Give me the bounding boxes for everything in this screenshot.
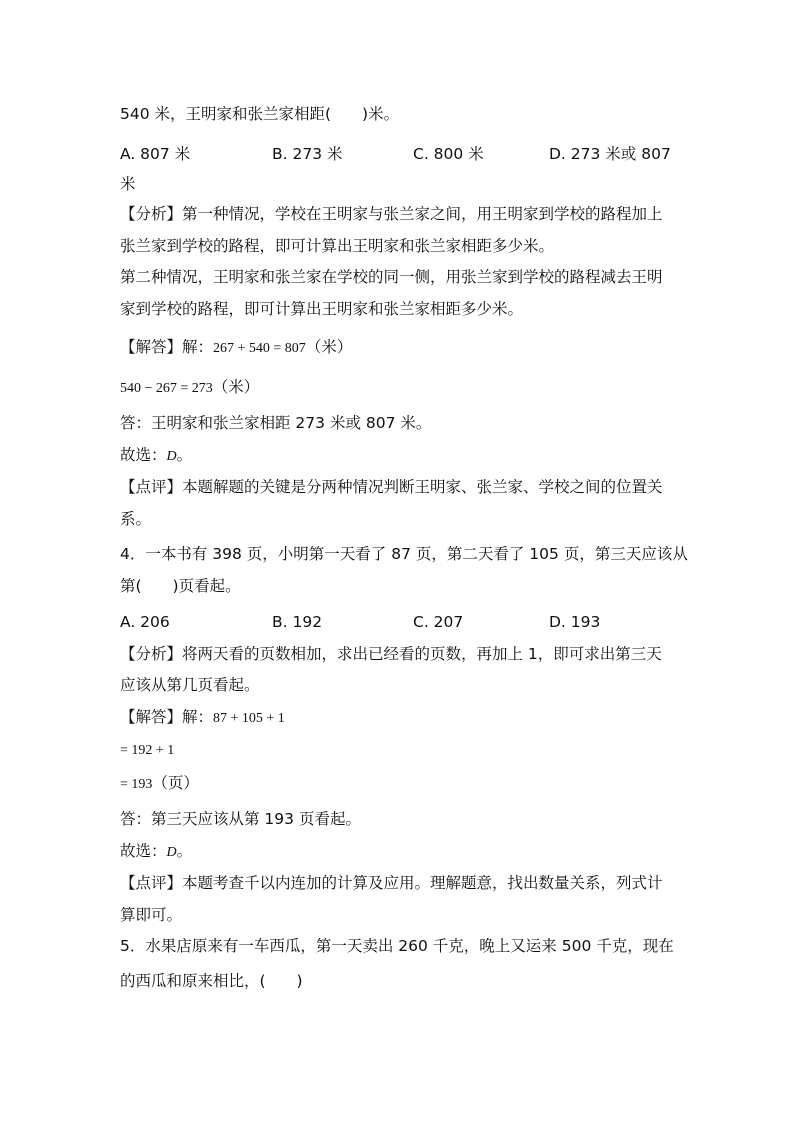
equation: = 193 bbox=[120, 777, 153, 792]
equation: 267 + 540 = 807 bbox=[213, 341, 306, 356]
equation: 540 − 267 = 273 bbox=[120, 381, 213, 396]
analysis-line-4: 家到学校的路程，即可计算出王明家和张兰家相距多少米。 bbox=[120, 300, 524, 318]
choice-value: D bbox=[166, 449, 177, 464]
solution-line-3 bbox=[120, 772, 199, 796]
comment-line-1: 【点评】本题考查千以内连加的计算及应用。理解题意，找出数量关系，列式计 bbox=[120, 874, 663, 892]
choice-value: D bbox=[166, 845, 177, 860]
option-d-wrap: 米 bbox=[120, 175, 136, 193]
unit: （米） bbox=[305, 338, 353, 356]
question-4-line-1: 4．一本书有 398 页，小明第一天看了 87 页，第二天看了 105 页，第三天应该从 bbox=[120, 545, 688, 563]
option-b: B. 273 米 bbox=[272, 145, 343, 163]
option-c: C. 207 bbox=[413, 613, 464, 631]
unit: （页） bbox=[152, 774, 199, 792]
choice-label: 故选： bbox=[120, 446, 167, 464]
option-a: A. 206 bbox=[120, 613, 170, 631]
comment-line-2: 算即可。 bbox=[120, 906, 183, 924]
unit: （米） bbox=[212, 378, 260, 396]
choice-line bbox=[120, 444, 192, 468]
choice-end: 。 bbox=[176, 842, 193, 860]
analysis-line-2: 应该从第几页看起。 bbox=[120, 676, 260, 694]
analysis-line-2: 张兰家到学校的路程，即可计算出王明家和张兰家相距多少米。 bbox=[120, 237, 555, 255]
answer-line: 答：王明家和张兰家相距 273 米或 807 米。 bbox=[120, 414, 432, 432]
option-a: A. 807 米 bbox=[120, 145, 191, 163]
solution-label: 【解答】解： bbox=[120, 708, 214, 726]
analysis-line-1: 【分析】第一种情况，学校在王明家与张兰家之间，用王明家到学校的路程加上 bbox=[120, 205, 663, 223]
question-3-stem-end: 540 米，王明家和张兰家相距( )米。 bbox=[120, 105, 400, 123]
solution-label: 【解答】解： bbox=[120, 338, 214, 356]
analysis-line-3: 第二种情况，王明家和张兰家在学校的同一侧，用张兰家到学校的路程减去王明 bbox=[120, 268, 663, 286]
answer-line: 答：第三天应该从第 193 页看起。 bbox=[120, 810, 361, 828]
comment-line-1: 【点评】本题解题的关键是分两种情况判断王明家、张兰家、学校之间的位置关 bbox=[120, 478, 663, 496]
equation: 87 + 105 + 1 bbox=[213, 711, 285, 726]
choice-line bbox=[120, 840, 192, 864]
option-d: D. 273 米或 807 bbox=[549, 145, 671, 163]
option-d: D. 193 bbox=[549, 613, 601, 631]
option-c: C. 800 米 bbox=[413, 145, 484, 163]
solution-line-2 bbox=[120, 376, 259, 400]
analysis-line-1: 【分析】将两天看的页数相加，求出已经看的页数，再加上 1，即可求出第三天 bbox=[120, 645, 662, 663]
question-5-line-2: 的西瓜和原来相比，( ) bbox=[120, 972, 303, 990]
solution-line-1 bbox=[120, 706, 285, 730]
equation: = 192 + 1 bbox=[120, 743, 175, 758]
choice-label: 故选： bbox=[120, 842, 167, 860]
comment-line-2: 系。 bbox=[120, 510, 152, 528]
question-4-line-2: 第( )页看起。 bbox=[120, 577, 241, 595]
option-b: B. 192 bbox=[272, 613, 323, 631]
choice-end: 。 bbox=[176, 446, 193, 464]
question-5-line-1: 5．水果店原来有一车西瓜，第一天卖出 260 千克，晚上又运来 500 千克，现在 bbox=[120, 937, 674, 955]
solution-line-2 bbox=[120, 738, 174, 762]
solution-line-1 bbox=[120, 336, 352, 360]
